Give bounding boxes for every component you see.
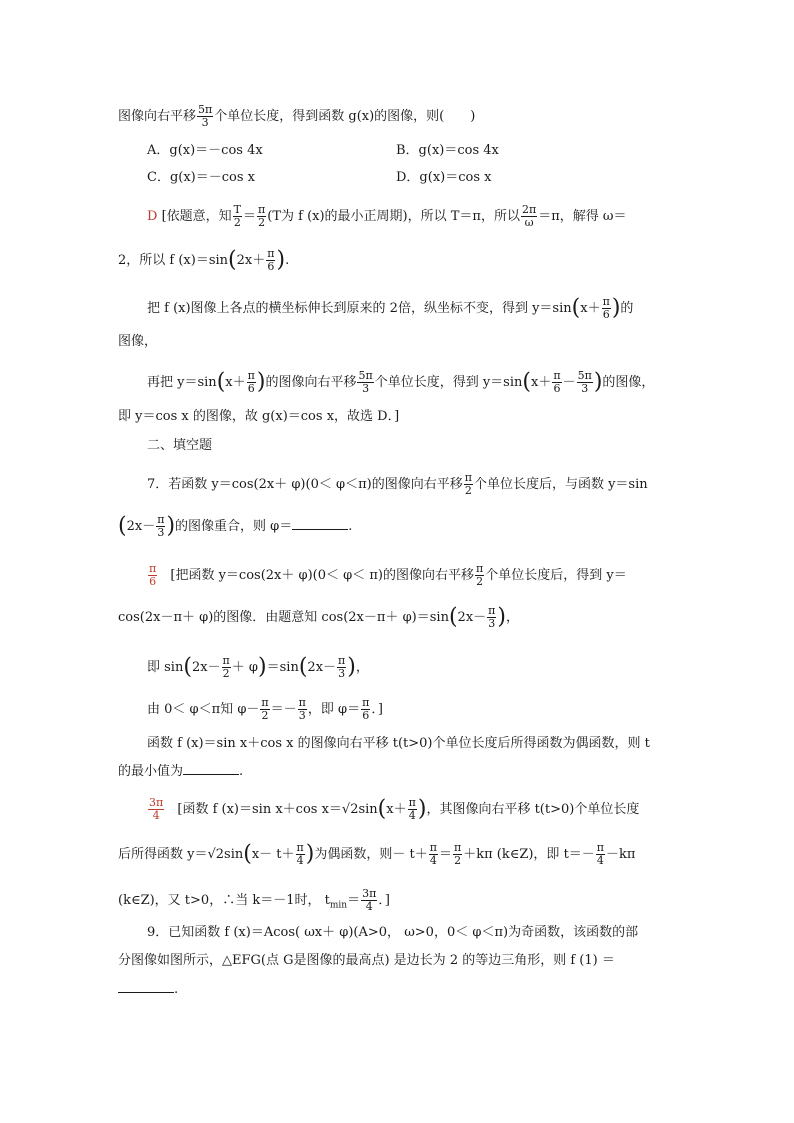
question7-line2: (2x－ $\frac{\pi}{3}$ )的图像重合，则 φ＝ . <box>118 513 353 539</box>
answer7-line4: 由 0＜ φ＜π知 φ－ $\frac{\pi}{2}$ ＝－ $\frac{\pi}{3}$ ，即 φ＝ $\frac{\pi}{6}$ ．] <box>147 696 383 722</box>
answer6-para2: 再把 y＝sin(x＋ $\frac{\pi}{6}$ )的图像向右平移 $\frac{5\pi}{3}$ 个单位长度，得到 y＝sin(x＋ $\frac{\pi}{6}$ － $\frac{5\pi}{3}$ )的图像， <box>147 369 655 395</box>
answer7-line3: 即 sin(2x－ $\frac{\pi}{2}$ ＋ φ)＝sin(2x－ $\frac{\pi}{3}$ )， <box>147 654 369 680</box>
answer-blank[interactable] <box>183 762 239 775</box>
question9-line3: . <box>118 980 178 999</box>
option-a: A．g(x)＝－cos 4x <box>147 143 263 158</box>
question8-line1: 函数 f (x)＝sin x＋cos x 的图像向右平移 t(t>0)个单位长度后所得函数为偶函数，则 t <box>147 736 650 751</box>
question8-line2: 的最小值为 . <box>118 764 244 779</box>
answer8-line1: $\frac{3\pi}{4}$ [函数 f (x)＝sin x＋cos x＝√2sin(x＋ $\frac{\pi}{4}$ )，其图像向右平移 t(t>0)个单位长度 <box>149 796 640 822</box>
question9-line1: 9．已知函数 f (x)＝Acos( ωx＋ φ)(A>0， ω>0，0＜ φ＜π)为奇函数，该函数的部 <box>147 925 639 940</box>
answer-letter: D <box>147 209 158 224</box>
option-d: D．g(x)＝cos x <box>396 170 492 185</box>
answer-blank[interactable] <box>118 980 174 993</box>
answer7-line1: $\frac{\pi}{6}$ [把函数 y＝cos(2x＋ φ)(0＜ φ＜ π)的图像向右平移 $\frac{\pi}{2}$ 个单位长度后，得到 y＝ <box>149 562 627 588</box>
option-c: C．g(x)＝－cos x <box>147 170 255 185</box>
answer-blank[interactable] <box>292 517 348 530</box>
answer6-para1-cont: 图像， <box>118 334 158 349</box>
answer8-line2: 后所得函数 y＝√2sin(x－ t＋ $\frac{\pi}{4}$ )为偶函数，则－ t＋ $\frac{\pi}{4}$ ＝ $\frac{\pi}{2}$ ＋kπ (k∈Z)，即 t＝－ $\frac{\pi}{4}$ －kπ <box>118 841 636 867</box>
answer6-para1: 把 f (x)图像上各点的横坐标伸长到原来的 2倍，纵坐标不变，得到 y＝sin(x＋ $\frac{\pi}{6}$ )的 <box>147 295 634 321</box>
answer8-line3: (k∈Z)，又 t>0，∴当 k＝－1时， $t_{min}=$ $\frac{3\pi}{4}$ ．] <box>118 887 390 913</box>
answer7-value: $\frac{\pi}{6}$ <box>149 562 157 588</box>
answer7-line2: cos(2x－π＋ φ)的图像．由题意知 cos(2x－π＋ φ)＝sin(2x－ $\frac{\pi}{3}$ )， <box>118 604 519 630</box>
question7-line1: 7．若函数 y＝cos(2x＋ φ)(0＜ φ＜π)的图像向右平移 $\frac{\pi}{2}$ 个单位长度后，与函数 y＝sin <box>147 471 648 497</box>
answer6-line2: 2，所以 f (x)＝sin(2x＋ $\frac{\pi}{6}$ ). <box>118 247 290 273</box>
answer6-para3: 即 y＝cos x 的图像，故 g(x)＝cos x，故选 D．] <box>118 409 400 424</box>
question9-line2: 分图像如图所示，△EFG(点 G是图像的最高点) 是边长为 2 的等边三角形，则 f (1) ＝ <box>118 953 615 968</box>
answer8-value: $\frac{3\pi}{4}$ <box>149 796 164 822</box>
option-b: B．g(x)＝cos 4x <box>396 143 499 158</box>
section-heading: 二、填空题 <box>147 438 213 453</box>
question6-stem-tail: 图像向右平移 $\frac{5\pi}{3}$ 个单位长度，得到函数 g(x)的图像，则( ) <box>118 103 476 129</box>
answer6-line1: D [依题意，知 $\frac{T}{2}$ ＝ $\frac{\pi}{2}$ (T为 f (x)的最小正周期)，所以 T＝π，所以 $\frac{2\pi}{\omega}$ ＝π，解得 ω＝ <box>147 203 627 229</box>
